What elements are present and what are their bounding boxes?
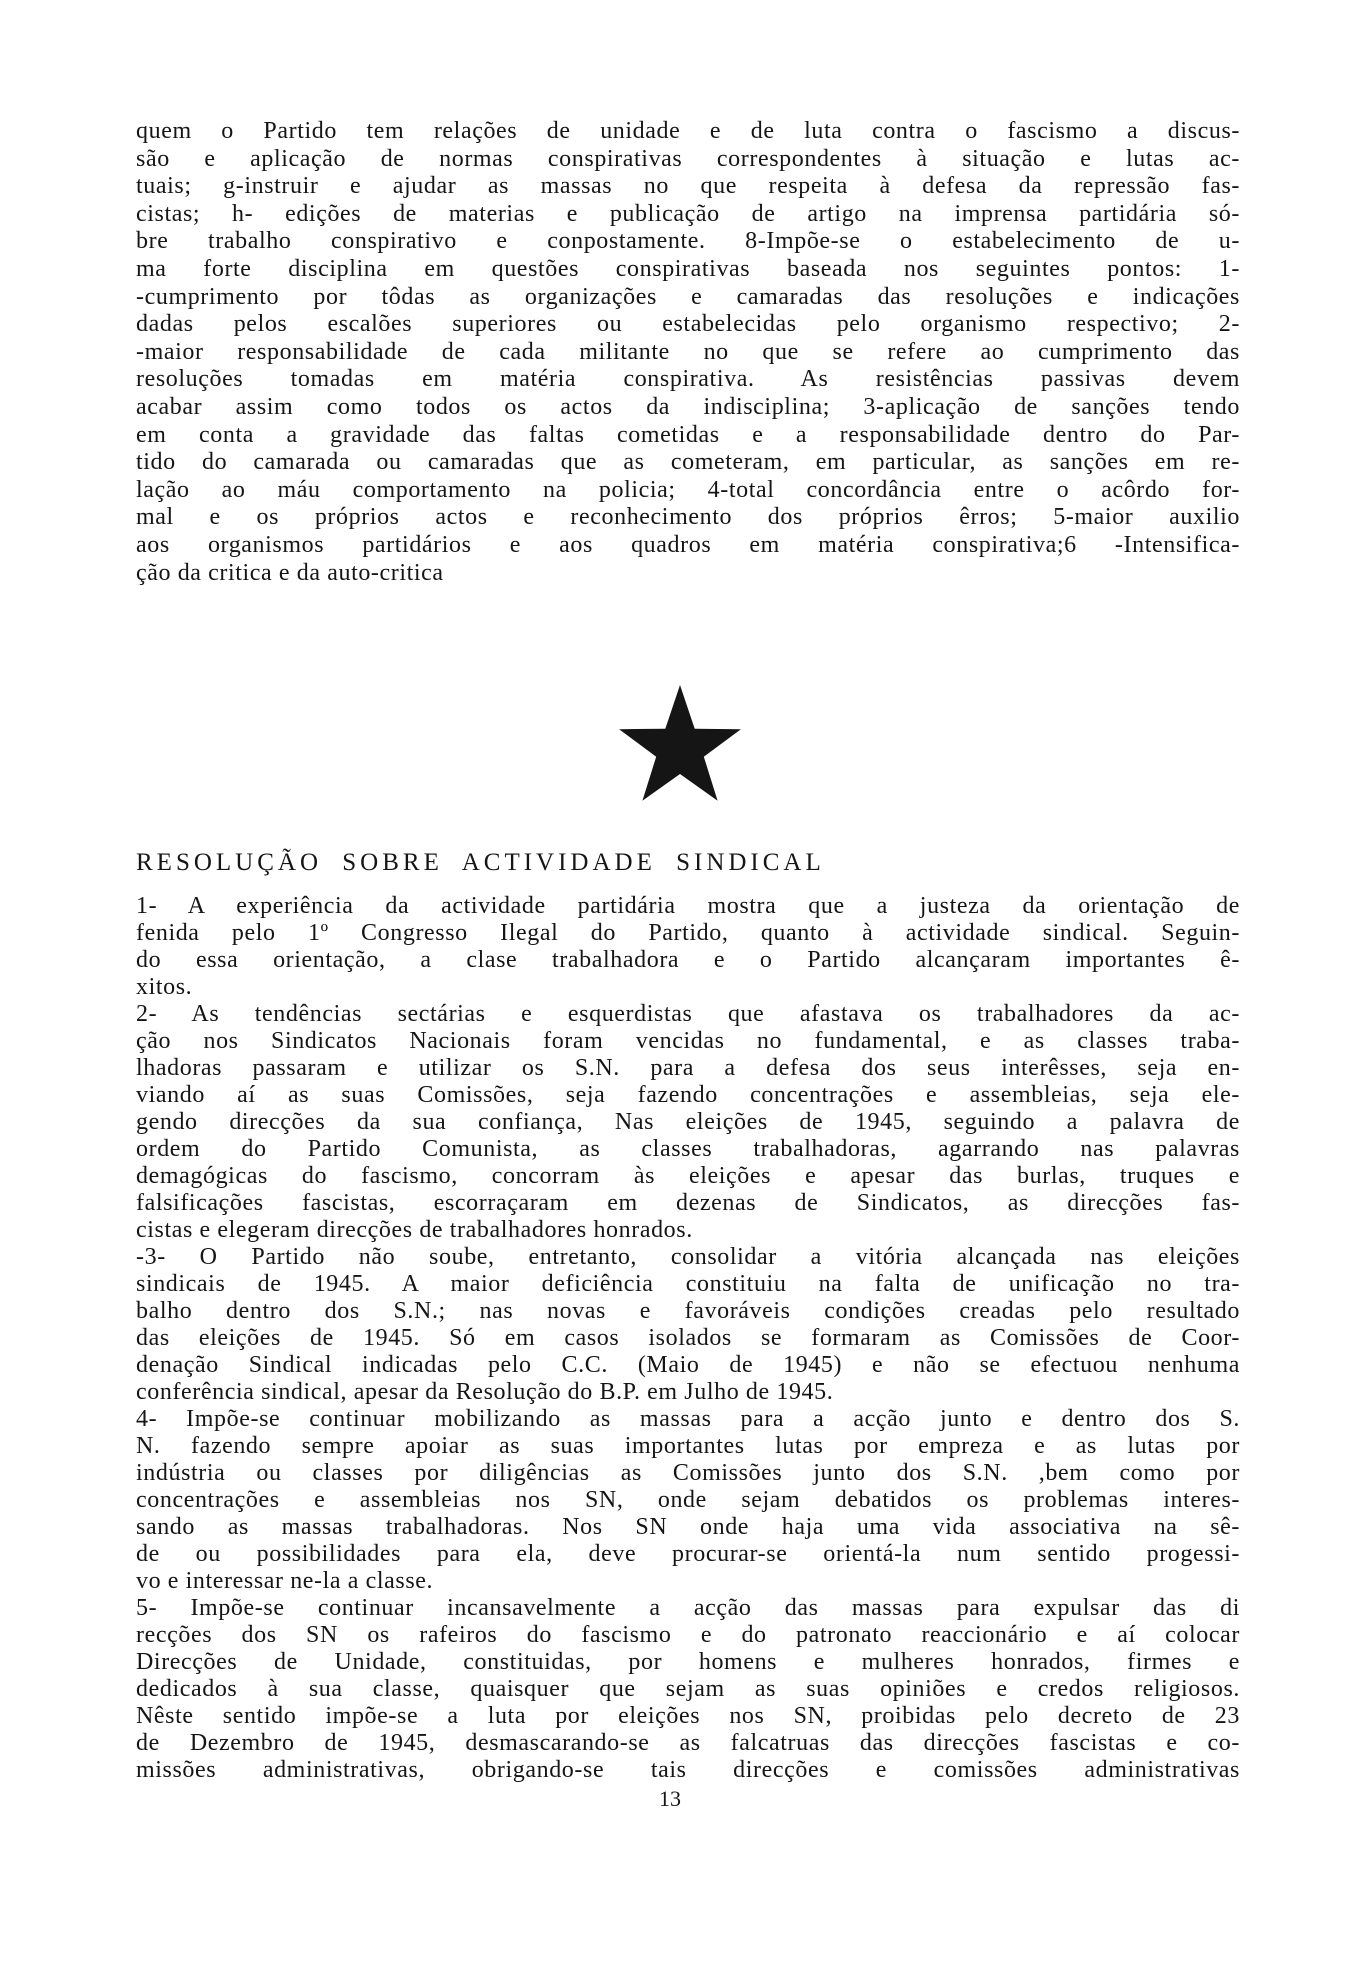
- text-line: resoluções tomadas em matéria conspirativa. As resistências passivas devem: [136, 366, 1240, 393]
- text-line: 5- Impõe-se continuar incansavelmente a acção das massas para expulsar das di: [136, 1595, 1240, 1621]
- text-line: recções dos SN os rafeiros do fascismo e do patronato reaccionário e aí colocar: [136, 1622, 1240, 1648]
- text-line: em conta a gravidade das faltas cometidas e a responsabilidade dentro do Par-: [136, 421, 1240, 448]
- text-line: do essa orientação, a clase trabalhadora e o Partido alcançaram importantes ê-: [136, 947, 1240, 973]
- text-line: fenida pelo 1º Congresso Ilegal do Partido, quanto à actividade sindical. Seguin-: [136, 920, 1240, 946]
- text-line: gendo direcções da sua confiança, Nas eleições de 1945, seguindo a palavra de: [136, 1109, 1240, 1135]
- text-line: cistas; h- edições de materias e publicação de artigo na imprensa partidária só-: [136, 200, 1240, 227]
- text-line: aos organismos partidários e aos quadros em matéria conspirativa;6 -Intensifica-: [136, 531, 1240, 558]
- text-line: 4- Impõe-se continuar mobilizando as massas para a acção junto e dentro dos S.: [136, 1406, 1240, 1432]
- text-line: sindicais de 1945. A maior deficiência constituiu na falta de unificação no tra-: [136, 1271, 1240, 1297]
- text-line: N. fazendo sempre apoiar as suas importantes lutas por empreza e as lutas por: [136, 1433, 1240, 1459]
- text-line: balho dentro dos S.N.; nas novas e favoráveis condições creadas pelo resultado: [136, 1298, 1240, 1324]
- text-line: falsificações fascistas, escorraçaram em dezenas de Sindicatos, as direcções fas-: [136, 1190, 1240, 1216]
- paragraph-1: [136, 893, 1240, 1001]
- text-line: tuais; g-instruir e ajudar as massas no que respeita à defesa da repressão fas-: [136, 173, 1240, 200]
- text-line: ção nos Sindicatos Nacionais foram vencidas no fundamental, e as classes traba-: [136, 1028, 1240, 1054]
- text-line: indústria ou classes por diligências as Comissões junto dos S.N. ,bem como por: [136, 1460, 1240, 1486]
- text-line: ordem do Partido Comunista, as classes trabalhadoras, agarrando nas palavras: [136, 1136, 1240, 1162]
- text-line: mal e os próprios actos e reconhecimento dos próprios êrros; 5-maior auxilio: [136, 504, 1240, 531]
- text-line: ma forte disciplina em questões conspirativas baseada nos seguintes pontos: 1-: [136, 255, 1240, 282]
- text-line: conferência sindical, apesar da Resolução do B.P. em Julho de 1945.: [136, 1379, 834, 1405]
- section-title: RESOLUÇÃO SOBRE ACTIVIDADE SINDICAL: [136, 849, 825, 876]
- text-line: 2- As tendências sectárias e esquerdistas que afastava os trabalhadores da ac-: [136, 1001, 1240, 1027]
- text-line: quem o Partido tem relações de unidade e de luta contra o fascismo a discus-: [136, 118, 1240, 144]
- text-line: Nêste sentido impõe-se a luta por eleições nos SN, proibidas pelo decreto de 23: [136, 1703, 1240, 1729]
- text-line: são e aplicação de normas conspirativas correspondentes à situação e lutas ac-: [136, 145, 1240, 172]
- star-shape: [619, 685, 741, 801]
- text-line: 1- A experiência da actividade partidária mostra que a justeza da orientação de: [136, 893, 1240, 919]
- page-number: 13: [659, 1786, 681, 1811]
- text-line: bre trabalho conspirativo e conpostamente. 8-Impõe-se o estabelecimento de u-: [136, 228, 1240, 255]
- text-line: dedicados à sua classe, quaisquer que sejam as suas opiniões e credos religiosos.: [136, 1676, 1240, 1702]
- paragraph-3: [136, 1244, 1240, 1406]
- paragraph-5: [136, 1595, 1240, 1784]
- text-line: viando aí as suas Comissões, seja fazendo concentrações e assembleias, seja ele-: [136, 1082, 1240, 1108]
- text-line: dadas pelos escalões superiores ou estabelecidas pelo organismo respectivo; 2-: [136, 311, 1240, 338]
- resolution-body: [136, 893, 1240, 1784]
- paragraph-conspiratory-norms: [136, 118, 1240, 587]
- text-line: acabar assim como todos os actos da indisciplina; 3-aplicação de sanções tendo: [136, 393, 1240, 420]
- text-line: tido do camarada ou camaradas que as cometeram, em particular, as sanções em re-: [136, 449, 1240, 476]
- paragraph-2: [136, 1001, 1240, 1244]
- text-line: vo e interessar ne-la a classe.: [136, 1568, 434, 1594]
- text-line: das eleições de 1945. Só em casos isolados se formaram as Comissões de Coor-: [136, 1325, 1240, 1351]
- text-line: Direcções de Unidade, constituidas, por homens e mulheres honrados, firmes e: [136, 1649, 1240, 1675]
- text-line: lação ao máu comportamento na policia; 4-total concordância entre o acôrdo for-: [136, 476, 1240, 503]
- text-line: cistas e elegeram direcções de trabalhadores honrados.: [136, 1217, 693, 1243]
- text-line: sando as massas trabalhadoras. Nos SN onde haja uma vida associativa na sê-: [136, 1514, 1240, 1540]
- text-line: de ou possibilidades para ela, deve procurar-se orientá-la num sentido progessi-: [136, 1541, 1240, 1567]
- text-line: demagógicas do fascismo, concorram às eleições e apesar das burlas, truques e: [136, 1163, 1240, 1189]
- text-line: lhadoras passaram e utilizar os S.N. para a defesa dos seus interêsses, seja en-: [136, 1055, 1240, 1081]
- text-line: de Dezembro de 1945, desmascarando-se as falcatruas das direcções fascistas e co-: [136, 1730, 1240, 1756]
- paragraph-4: [136, 1406, 1240, 1595]
- text-line: denação Sindical indicadas pelo C.C. (Maio de 1945) e não se efectuou nenhuma: [136, 1352, 1240, 1378]
- text-line: -maior responsabilidade de cada militante no que se refere ao cumprimento das: [136, 338, 1240, 365]
- text-line: ção da critica e da auto-critica: [136, 559, 444, 586]
- text-line: -cumprimento por tôdas as organizações e camaradas das resoluções e indicações: [136, 283, 1240, 310]
- text-line: concentrações e assembleias nos SN, onde sejam debatidos os problemas interes-: [136, 1487, 1240, 1513]
- text-line: -3- O Partido não soube, entretanto, consolidar a vitória alcançada nas eleições: [136, 1244, 1240, 1270]
- text-line: missões administrativas, obrigando-se tais direcções e comissões administrativas: [136, 1757, 1240, 1783]
- text-line: xitos.: [136, 974, 193, 1000]
- star-icon: [615, 684, 745, 814]
